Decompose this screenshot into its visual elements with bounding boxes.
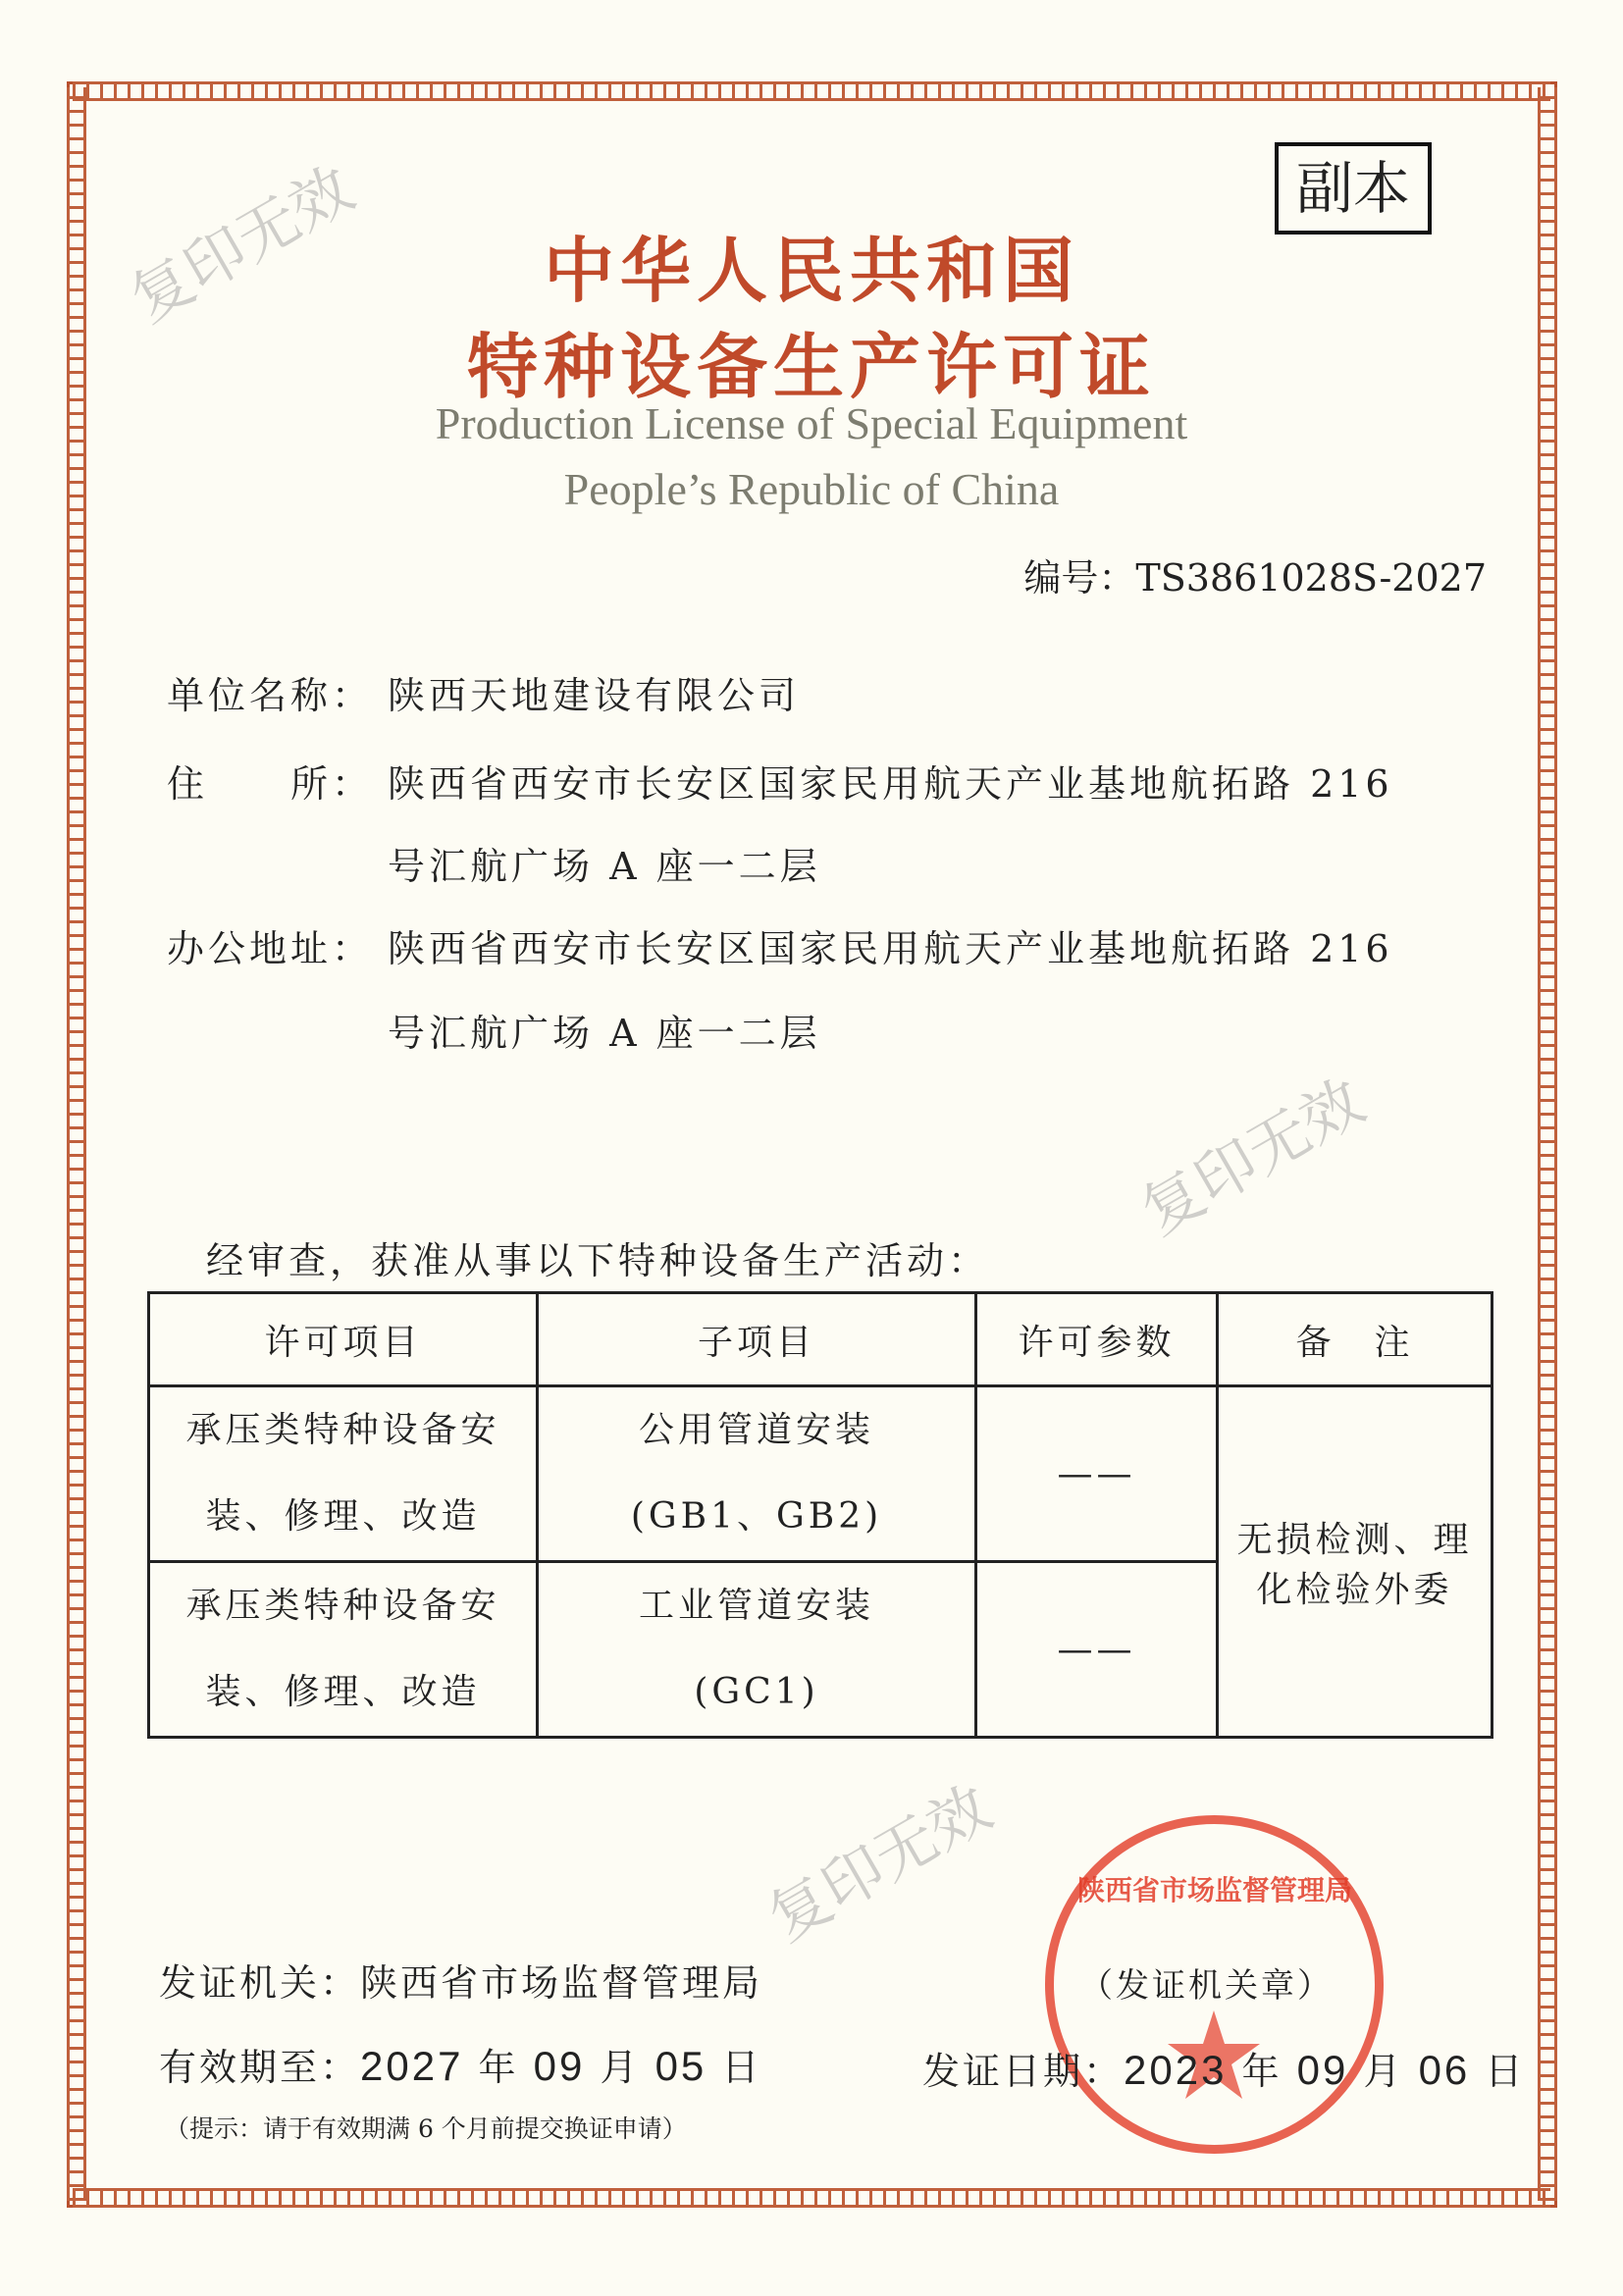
issuer-line: [159, 1953, 762, 2007]
remark-cell: 无损检测、理 化检验外委: [1218, 1386, 1492, 1738]
unit-name: 陕西天地建设有限公司: [388, 674, 801, 717]
subitem-cell: 工业管道安装 (GC1): [538, 1562, 976, 1738]
office-line2: 号汇航广场 A 座一二层: [388, 1012, 821, 1055]
seal-note: （发证机关章）: [1079, 1966, 1334, 2006]
copy-mark: 副本: [1275, 142, 1432, 235]
office-label: 办公地址：: [167, 927, 374, 970]
param-cell: ——: [976, 1386, 1218, 1562]
table-row: [149, 1386, 1492, 1562]
watermark: 复印无效: [1128, 1065, 1377, 1249]
title-line1: 中华人民共和国: [543, 230, 1079, 312]
issue-date: 发证日期：2023 年 09 月 06 日: [922, 2047, 1526, 2093]
header-remark: 备 注: [1218, 1293, 1492, 1386]
issuer: 陕西省市场监督管理局: [360, 1961, 763, 2005]
approval-intro: 经审查，获准从事以下特种设备生产活动：: [206, 1239, 990, 1282]
watermark: 复印无效: [118, 152, 366, 337]
watermark: 复印无效: [756, 1771, 1004, 1956]
header-subitem: 子项目: [538, 1293, 976, 1386]
title-line2: 特种设备生产许可证: [466, 326, 1156, 408]
issuer-label: 发证机关：: [159, 1961, 361, 2005]
header-item: 许可项目: [149, 1293, 538, 1386]
license-table: [147, 1291, 1493, 1739]
seal-text: 陕西省市场监督管理局: [1077, 1874, 1353, 1906]
valid-until: 有效期至：2027 年 09 月 05 日: [159, 2043, 762, 2089]
renewal-hint: （提示：请于有效期满 6 个月前提交换证申请）: [165, 2114, 687, 2143]
border-pattern-top: [73, 81, 1550, 101]
item-cell: 承压类特种设备安 装、修理、改造: [149, 1386, 538, 1562]
english-title-1: Production License of Special Equipment: [435, 398, 1188, 448]
address-line2: 号汇航广场 A 座一二层: [388, 845, 821, 888]
address-line1: 陕西省西安市长安区国家民用航天产业基地航拓路 216: [388, 762, 1393, 806]
header-param: 许可参数: [976, 1293, 1218, 1386]
item-cell: 承压类特种设备安 装、修理、改造: [149, 1562, 538, 1738]
office-line1: 陕西省西安市长安区国家民用航天产业基地航拓路 216: [388, 927, 1393, 970]
unit-label: 单位名称：: [167, 674, 374, 717]
border-pattern-bottom: [73, 2188, 1550, 2208]
address-label: 住 所：: [167, 762, 374, 806]
license-number: 编号：TS3861028S-2027: [1023, 556, 1487, 600]
subitem-cell: 公用管道安装 (GB1、GB2): [538, 1386, 976, 1562]
param-cell: ——: [976, 1562, 1218, 1738]
english-title-2: People’s Republic of China: [563, 464, 1060, 514]
